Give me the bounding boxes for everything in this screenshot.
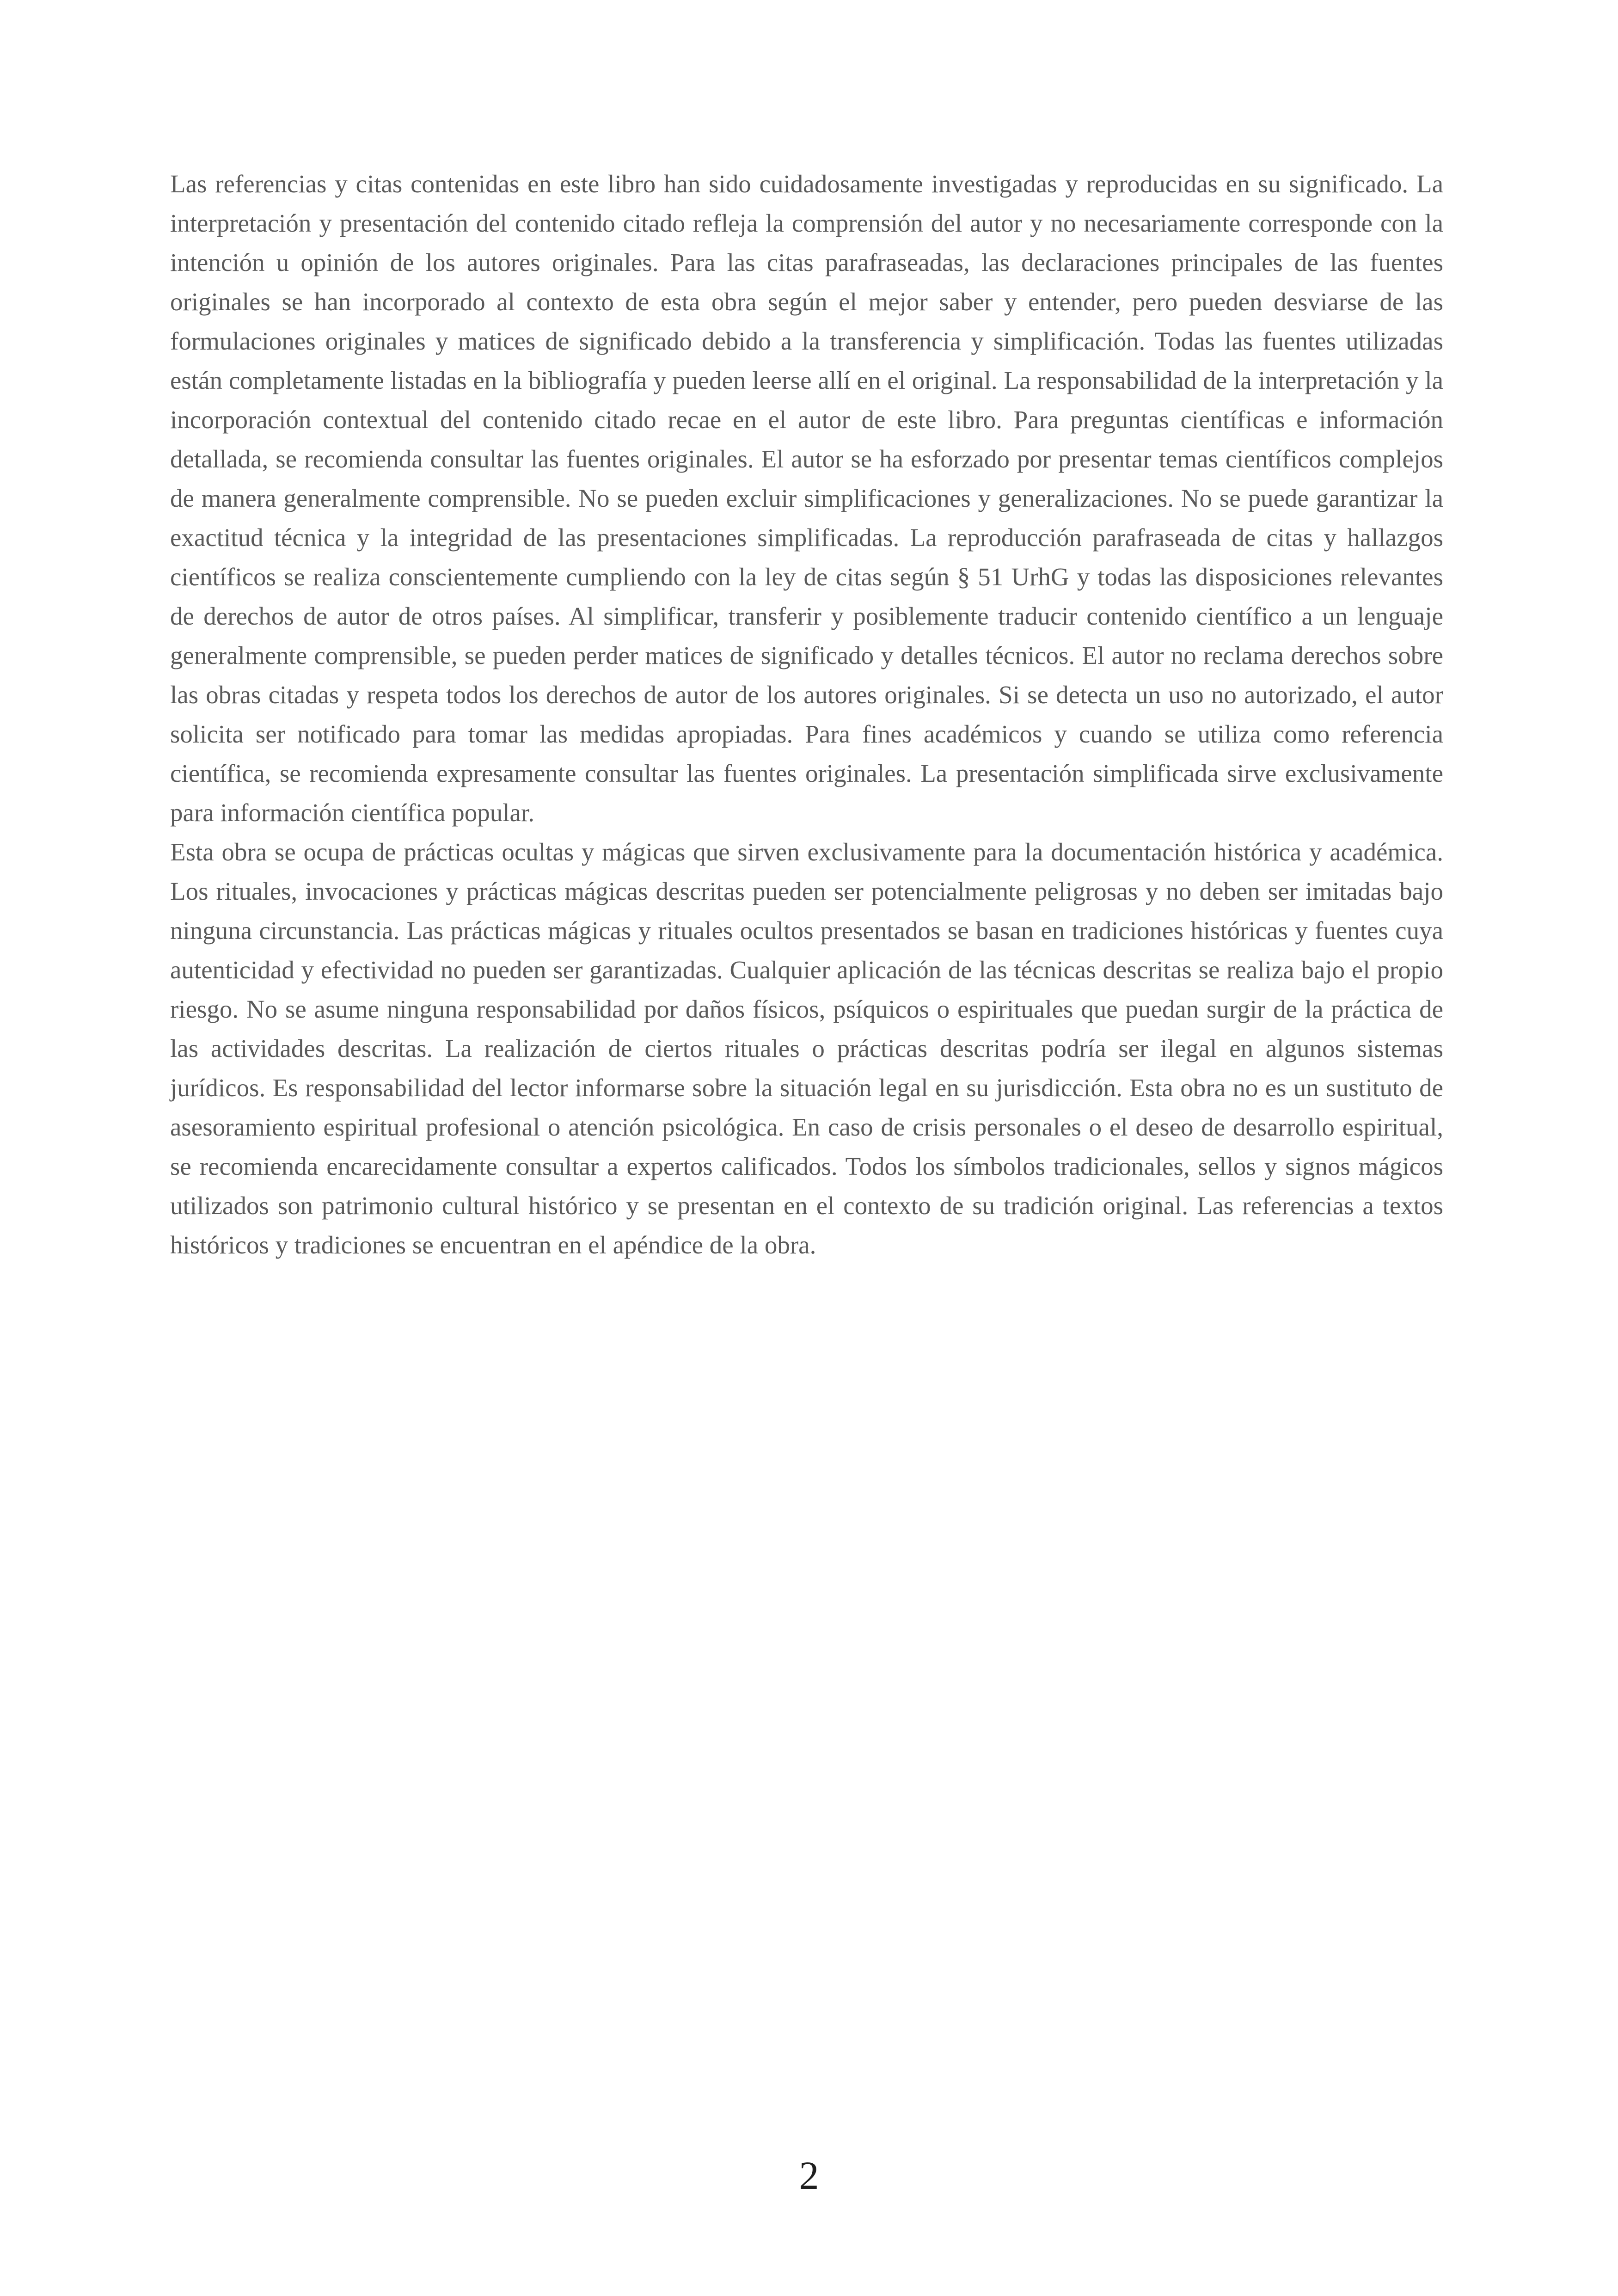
page-number: 2 [799,2153,819,2198]
body-text [170,164,1443,1265]
disclaimer-paragraph-occult-practices: Esta obra se ocupa de prácticas ocultas y mágicas que sirven exclusivamente para la documentación histórica y académica. Los rituales, invocaciones y prácticas mágicas descritas pueden ser potencialmente peligrosas y no deben ser imitadas bajo ninguna circunstancia. Las prácticas mágicas y rituales ocultos presentados se basan en tradiciones históricas y fuentes cuya autenticidad y efectividad no pueden ser garantizadas. Cualquier aplicación de las técnicas descritas se realiza bajo el propio riesgo. No se asume ninguna responsabilidad por daños físicos, psíquicos o espirituales que puedan surgir de la práctica de las actividades descritas. La realización de ciertos rituales o prácticas descritas podría ser ilegal en algunos sistemas jurídicos. Es responsabilidad del lector informarse sobre la situación legal en su jurisdicción. Esta obra no es un sustituto de asesoramiento espiritual profesional o atención psicológica. En caso de crisis personales o el deseo de desarrollo espiritual, se recomienda encarecidamente consultar a expertos calificados. Todos los símbolos tradicionales, sellos y signos mágicos utilizados son patrimonio cultural histórico y se presentan en el contexto de su tradición original. Las referencias a textos históricos y tradiciones se encuentran en el apéndice de la obra. [170,838,1443,1259]
disclaimer-paragraph-citations: Las referencias y citas contenidas en este libro han sido cuidadosamente investigadas y reproducidas en su significado. La interpretación y presentación del contenido citado refleja la comprensión del autor y no necesariamente corresponde con la intención u opinión de los autores originales. Para las citas parafraseadas, las declaraciones principales de las fuentes originales se han incorporado al contexto de esta obra según el mejor saber y entender, pero pueden desviarse de las formulaciones originales y matices de significado debido a la transferencia y simplificación. Todas las fuentes utilizadas están completamente listadas en la bibliografía y pueden leerse allí en el original. La responsabilidad de la interpretación y la incorporación contextual del contenido citado recae en el autor de este libro. Para preguntas científicas e información detallada, se recomienda consultar las fuentes originales. El autor se ha esforzado por presentar temas científicos complejos de manera generalmente comprensible. No se pueden excluir simplificaciones y generalizaciones. No se puede garantizar la exactitud técnica y la integridad de las presentaciones simplificadas. La reproducción parafraseada de citas y hallazgos científicos se realiza conscientemente cumpliendo con la ley de citas según § 51 UrhG y todas las disposiciones relevantes de derechos de autor de otros países. Al simplificar, transferir y posiblemente traducir contenido científico a un lenguaje generalmente comprensible, se pueden perder matices de significado y detalles técnicos. El autor no reclama derechos sobre las obras citadas y respeta todos los derechos de autor de los autores originales. Si se detecta un uso no autorizado, el autor solicita ser notificado para tomar las medidas apropiadas. Para fines académicos y cuando se utiliza como referencia científica, se recomienda expresamente consultar las fuentes originales. La presentación simplificada sirve exclusivamente para información científica popular. [170,170,1443,827]
